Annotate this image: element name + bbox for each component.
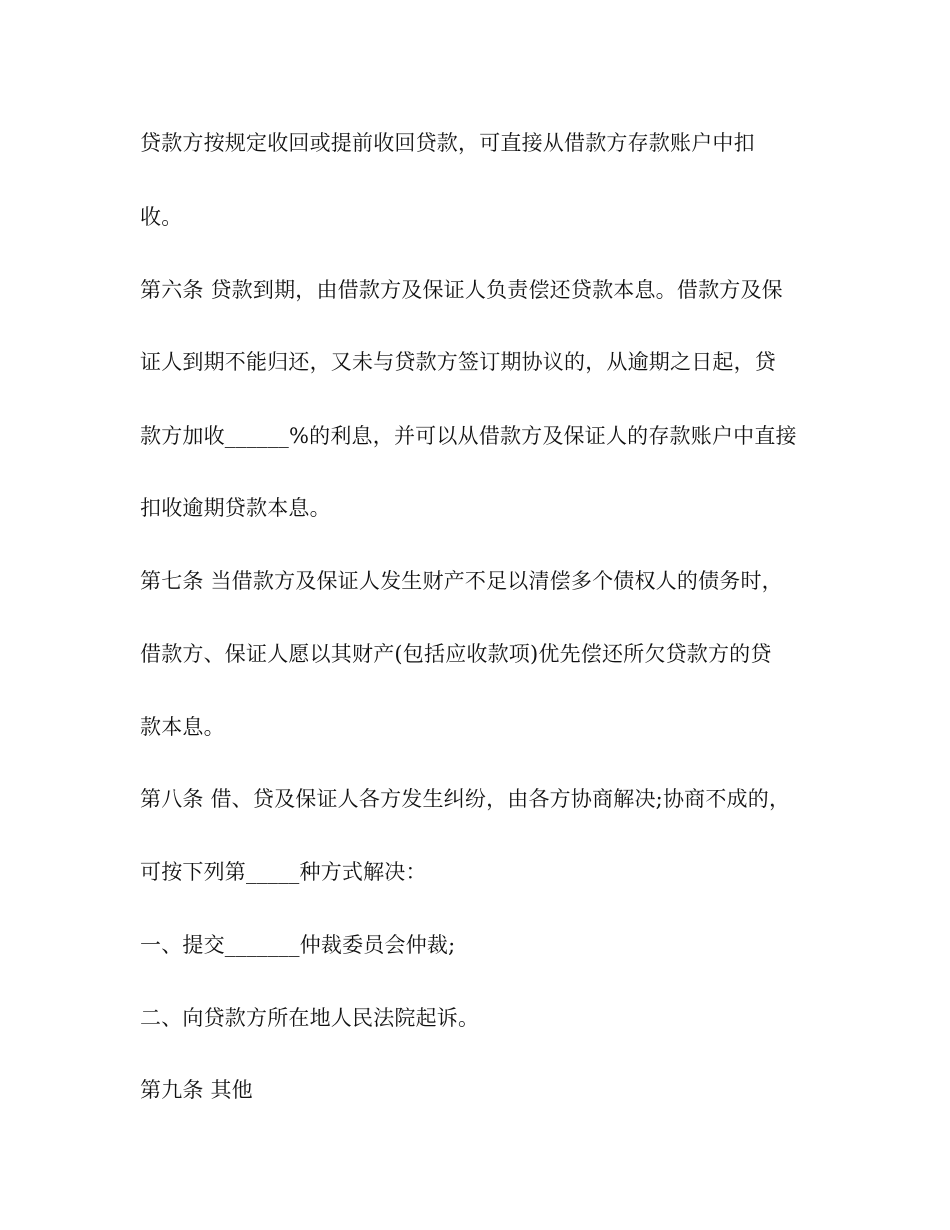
text-line-8: 借款方、保证人愿以其财产(包括应收款项)优先偿还所欠贷款方的贷 (140, 642, 772, 666)
text-line-4: 证人到期不能归还，又未与贷款方签订期协议的，从逾期之日起，贷 (140, 350, 776, 374)
article-7-heading-line: 第七条 当借款方及保证人发生财产不足以清偿多个债权人的债务时， (140, 569, 783, 593)
option-1-line: 一、提交_______仲裁委员会仲裁; (140, 933, 456, 957)
text-line-11: 可按下列第_____种方式解决： (140, 860, 427, 884)
article-6-heading-line: 第六条 贷款到期，由借款方及保证人负责偿还贷款本息。借款方及保 (140, 278, 783, 302)
text-line-9: 款本息。 (140, 715, 225, 739)
article-8-heading-line: 第八条 借、贷及保证人各方发生纠纷，由各方协商解决;协商不成的， (140, 787, 791, 811)
article-9-heading-line: 第九条 其他 (140, 1078, 253, 1102)
text-line-6: 扣收逾期贷款本息。 (140, 496, 331, 520)
option-2-line: 二、向贷款方所在地人民法院起诉。 (140, 1006, 480, 1030)
text-line-2: 收。 (140, 205, 183, 229)
text-line-5: 款方加收______%的利息，并可以从借款方及保证人的存款账户中直接 (140, 424, 797, 448)
text-line-1: 贷款方按规定收回或提前收回贷款，可直接从借款方存款账户中扣 (140, 131, 755, 155)
